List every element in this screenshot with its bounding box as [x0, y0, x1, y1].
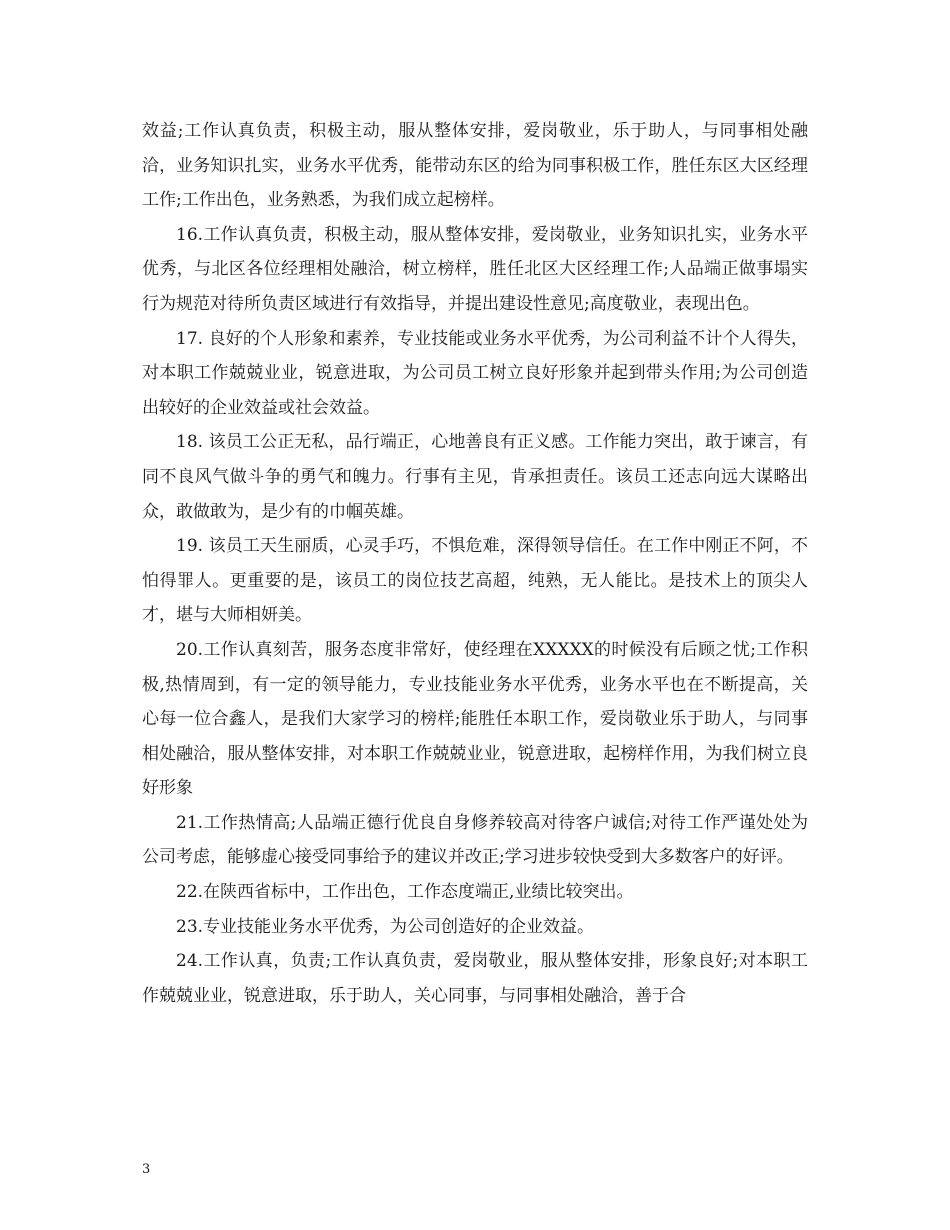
paragraph-continued: 效益;工作认真负责，积极主动，服从整体安排，爱岗敬业，乐于助人，与同事相处融洽，业务知识扎实，业务水平优秀，能带动东区的给为同事积极工作，胜任东区大区经理工作;工作出色，业务熟悉，为我们成立起榜样。	[142, 121, 808, 211]
paragraph-18: 18. 该员工公正无私，品行端正，心地善良有正义感。工作能力突出，敢于谏言，有同不良风气做斗争的勇气和魄力。行事有主见，肯承担责任。该员工还志向远大谋略出众，敢做敢为，是少有的巾帼英雄。	[142, 432, 808, 522]
paragraph-24: 24.工作认真，负责;工作认真负责，爱岗敬业，服从整体安排，形象良好;对本职工作兢兢业业，锐意进取，乐于助人，关心同事，与同事相处融洽，善于合	[142, 951, 808, 1006]
paragraph-17: 17. 良好的个人形象和素养，专业技能或业务水平优秀，为公司利益不计个人得失，对本职工作兢兢业业，锐意进取，为公司员工树立良好形象并起到带头作用;为公司创造出较好的企业效益或社会效益。	[142, 328, 808, 418]
document-body	[142, 114, 808, 1013]
paragraph-23: 23.专业技能业务水平优秀，为公司创造好的企业效益。	[176, 916, 595, 937]
paragraph-19: 19. 该员工天生丽质，心灵手巧，不惧危难，深得领导信任。在工作中刚正不阿，不怕得罪人。更重要的是，该员工的岗位技艺高超，纯熟，无人能比。是技术上的顶尖人才，堪与大师相妍美。	[142, 536, 808, 626]
paragraph-16: 16.工作认真负责，积极主动，服从整体安排，爱岗敬业，业务知识扎实，业务水平优秀，与北区各位经理相处融洽，树立榜样，胜任北区大区经理工作;人品端正做事塌实行为规范对待所负责区域进行有效指导，并提出建设性意见;高度敬业，表现出色。	[142, 224, 808, 314]
paragraph-21: 21.工作热情高;人品端正德行优良自身修养较高对待客户诚信;对待工作严谨处处为公司考虑，能够虚心接受同事给予的建议并改正;学习进步较快受到大多数客户的好评。	[142, 812, 808, 868]
page-number: 3	[142, 1162, 151, 1177]
paragraph-22: 22.在陕西省标中，工作出色，工作态度端正,业绩比较突出。	[176, 882, 634, 903]
paragraph-20: 20.工作认真刻苦，服务态度非常好，使经理在XXXXX的时候没有后顾之忧;工作积极,热情周到，有一定的领导能力，专业技能业务水平优秀，业务水平也在不断提高，关心每一位合鑫人，是我们大家学习的榜样;能胜任本职工作，爱岗敬业乐于助人，与同事相处融洽，服从整体安排，对本职工作兢兢业业，锐意进取，起榜样作用，为我们树立良好形象	[142, 639, 808, 799]
